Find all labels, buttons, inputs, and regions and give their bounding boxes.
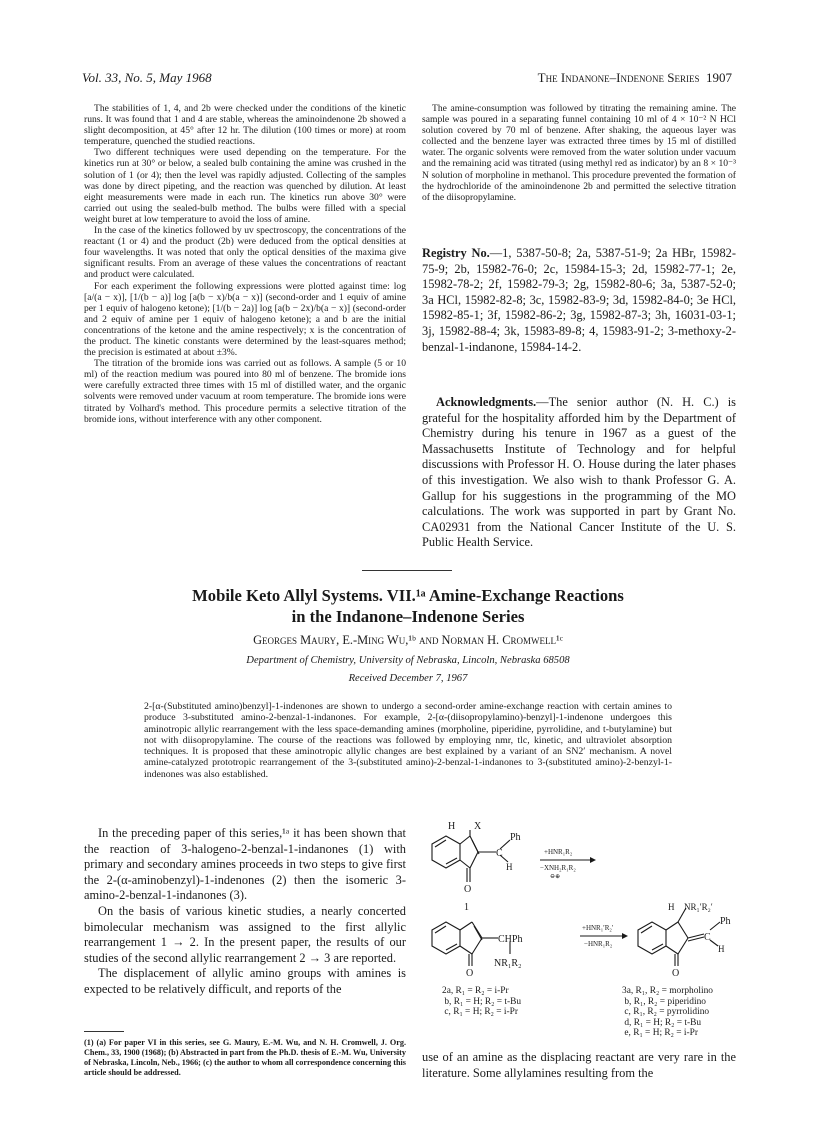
group-ph: Ph [510, 832, 521, 843]
prev-article-left-column [84, 103, 406, 425]
registry-section [422, 246, 736, 355]
group-chph: CHPh [498, 934, 523, 945]
atom-h: H [448, 821, 456, 832]
compound-3-list: 3a, R₁, R₂ = morpholino b, R₁, R₂ = piperidino c, R₁, R₂ = pyrrolidino d, R₁ = H; R₂ = t-Bu e, R₁ = H; R₂ = i-Pr [622, 986, 713, 1039]
article-abstract: 2-[α-(Substituted amino)benzyl]-1-indenones are shown to undergo a second-order amine-exchange reaction with certain amines to produce 3-substituted amino-2-benzal-1-indanones. For example, 2-[α-(diisopropylamino)-benzyl]-1-indenone undergoes this aminotropic allylic rearrangement with the less space-demanding amines (morpholine, piperidine, pyrrolidine, and t-butylamine) but not with diisopropylamine. The course of the reactions was followed by employing nmr, tlc, kinetic, and ultraviolet absorption techniques. It is proposed that these aminotropic allylic changes are best explained by a variant of an SN2′ mechanism. A novel amine-catalyzed prototropic rearrangement of the 3-(substituted amino)-2-benzal-1-indanones to 3-(substituted amino)-2-benzyl-1-indenones was also established. [144, 701, 672, 780]
atom-h-2: H [506, 862, 513, 872]
group-nr-prime: NR₁′R₂′ [684, 902, 713, 912]
footnote-divider [84, 1031, 124, 1032]
article-received-date: Received December 7, 1967 [348, 673, 468, 684]
reagent-2-bottom: −HNR₁R₂ [584, 940, 613, 948]
paragraph: Two different techniques were used depending on the temperature. For the kinetics run at 30° or below, a sealed bulb containing the amine was crushed in the solution of 1 (or 4); then the level was rapidly adjusted. Collecting of the samples was done by direct pipeting, and the reaction was quenched by dilution. At least eight measurements were made in each run. The kinetics run above 30° were carried out using the sealed-bulb method. The bulbs were filled with a special weight buret at low temperature to avoid the loss of amine. [84, 147, 406, 225]
article-department: Department of Chemistry, University of Nebraska, Lincoln, Nebraska 68508 [246, 655, 570, 666]
reagent-1-top: +HNR₁R₂ [544, 848, 573, 856]
running-header-title [538, 70, 732, 86]
paragraph: use of an amine as the displacing reactant are very rare in the literature. Some allylamines resulting from the [422, 1050, 736, 1080]
compound-2-list: 2a, R₁ = R₂ = i-Pr b, R₁ = H; R₂ = t-Bu c, R₁ = H; R₂ = i-Pr [442, 986, 522, 1018]
atom-c: C [496, 848, 503, 859]
paragraph: The displacement of allylic amino groups with amines is expected to be relatively difficult, and reports of the [84, 966, 406, 996]
arrowhead [622, 933, 628, 939]
footnote: (1) (a) For paper VI in this series, see G. Maury, E.-M. Wu, and N. H. Cromwell, J. Org. Chem., 33, 1900 (1968); (b) Abstracted in part from the Ph.D. thesis of E.-M. Wu, University of Nebraska, Lincoln, Neb., 1966; (c) the author to whom all correspondence concerning this article should be addressed. [84, 1038, 406, 1077]
atom-o: O [464, 884, 472, 895]
atom-h-4: H [718, 944, 725, 954]
atom-x: X [474, 821, 482, 832]
reagent-1-bottom: −XNH₂R₁R₂ [540, 864, 576, 872]
paragraph: For each experiment the following expressions were plotted against time: log [a/(a − x)], [1/(b − a)] log [a(b − x)/b(a − x)] (second-order and 1 equiv of amine per 1 equiv of halogeno ketone); [1/(b − 2a)] log [a(b − 2x)/b(a − x)] (second-order and 2 equiv of amine per 1 equiv of halogeno ketone); a and b are the initial concentrations of the ketone and the amine respectively; x is the concentration of the product. The kinetic constants were determined by the least-squares method; the precision is estimated at about ±3%. [84, 280, 406, 359]
article-divider [362, 570, 452, 571]
acknowledgments-label: Acknowledgments. [436, 395, 537, 409]
article-authors: Georges Maury, E.-Ming Wu,¹ᵇ and Norman H. Cromwell¹ᶜ [253, 633, 563, 647]
page-number: 1907 [706, 70, 732, 85]
acknowledgments-text: —The senior author (N. H. C.) is grateful for the hospitality afforded him by the Department of Chemistry during his tenure in 1967 as a guest of the Massachusetts Institute of Technology and for helpful discussions with Professor H. O. House during the later phases of this investigation. We also wish to thank Professor G. A. Gallup for his suggestions in the programming of the MO calculations. The work was supported in part by Grant No. CA02931 from the National Cancer Institute of the U. S. Public Health Service. [422, 395, 736, 550]
reagent-1-charge: ⊖⊕ [550, 874, 561, 880]
paragraph: The titration of the bromide ions was carried out as follows. A sample (5 or 10 ml) of the reaction medium was poured into 80 ml of benzene. The bromide ions were carefully extracted three times with 15 ml of distilled water, and the organic solvents were removed under vacuum at room temperature. The bromide ions were titrated by Volhard's method. This procedure permits a selective titration of the bromide ions, without interference with any other component. [84, 358, 406, 425]
arrowhead [590, 857, 596, 863]
paragraph: In the preceding paper of this series,¹ᵃ it has been shown that the reaction of 3-halogeno-2-benzal-1-indanones (1) with primary and secondary amines proceeds in two steps to give first the 2-(α-aminobenzyl)-1-indenones (2) then the isomeric 3-amino-2-benzal-1-indanones (3). [84, 826, 406, 903]
running-title: The Indanone–Indenone Series [537, 70, 700, 85]
reagent-2-top: +HNR₁′R₂′ [582, 924, 614, 932]
atom-o-2: O [466, 968, 474, 979]
registry-label: Registry No. [422, 246, 490, 260]
acknowledgments-section [422, 395, 736, 551]
atom-o-3: O [672, 968, 680, 979]
atom-c-2: C [704, 932, 711, 943]
group-ph-2: Ph [720, 916, 731, 927]
group-nr1r2: NR₁R₂ [494, 958, 522, 969]
title-line-2: in the Indanone–Indenone Series [291, 607, 525, 626]
atom-h-3: H [668, 902, 675, 912]
prev-article-right-column [422, 103, 736, 203]
article-title [100, 585, 716, 627]
intro-left-column [84, 826, 406, 998]
paragraph: The amine-consumption was followed by titrating the remaining amine. The sample was poured in a separating funnel containing 10 ml of 4 × 10⁻² N HCl solution covered by 70 ml of benzene. After shaking, the aqueous layer was collected and the benzene layer was extracted three times by 15 ml of distilled water. The organic solvents were removed from the water solution under vacuum and the remaining acid was titrated (using methyl red as indicator) by an 8 × 10⁻³ N solution of morpholine in methanol. This procedure prevented the formation of the hydrochloride of the aminoindenone 2b and permitted the selective titration of the diisopropylamine. [422, 103, 736, 203]
running-header-volume: Vol. 33, No. 5, May 1968 [82, 70, 212, 85]
title-line-1: Mobile Keto Allyl Systems. VII.¹ᵃ Amine-Exchange Reactions [192, 586, 624, 605]
paragraph: On the basis of various kinetic studies, a nearly concerted bimolecular mechanism was assigned to the first allylic rearrangement 1 → 2. In the present paper, the results of our studies of the second allylic rearrangement 2 → 3 are reported. [84, 903, 406, 965]
registry-numbers: —1, 5387-50-8; 2a, 5387-51-9; 2a HBr, 15982-75-9; 2b, 15982-76-0; 2c, 15984-15-3; 2d, 15982-77-1; 2e, 15982-78-2; 2f, 15982-79-3; 2g, 15982-80-6; 3a, 5387-52-0; 3a HCl, 15982-82-8; 3c, 15982-83-9; 3d, 15982-84-0; 3e HCl, 15982-85-1; 3f, 15982-86-2; 3g, 15982-87-3; 3h, 16031-03-1; 3j, 15982-88-4; 3k, 15983-89-8; 4, 15983-91-2; 3-methoxy-2-benzal-1-indanone, 15984-14-2. [422, 246, 736, 354]
paragraph: The stabilities of 1, 4, and 2b were checked under the conditions of the kinetic runs. It was found that 1 and 4 are stable, whereas the aminoindenone 2b showed a slight decomposition, at 45° after 12 hr. The dilution (100 times or more) at room temperature, quenched the studied reactions. [84, 103, 406, 148]
compound-label-1: 1 [464, 902, 469, 913]
intro-right-column [422, 1050, 736, 1081]
paragraph: In the case of the kinetics followed by uv spectroscopy, the concentrations of the reactant (1 or 4) and the product (2b) were deduced from the optical densities at four wavelengths. It was noted that only the optical densities of the maxima give significant results. From an average of these values the concentrations of reactant and product were calculated. [84, 225, 406, 281]
